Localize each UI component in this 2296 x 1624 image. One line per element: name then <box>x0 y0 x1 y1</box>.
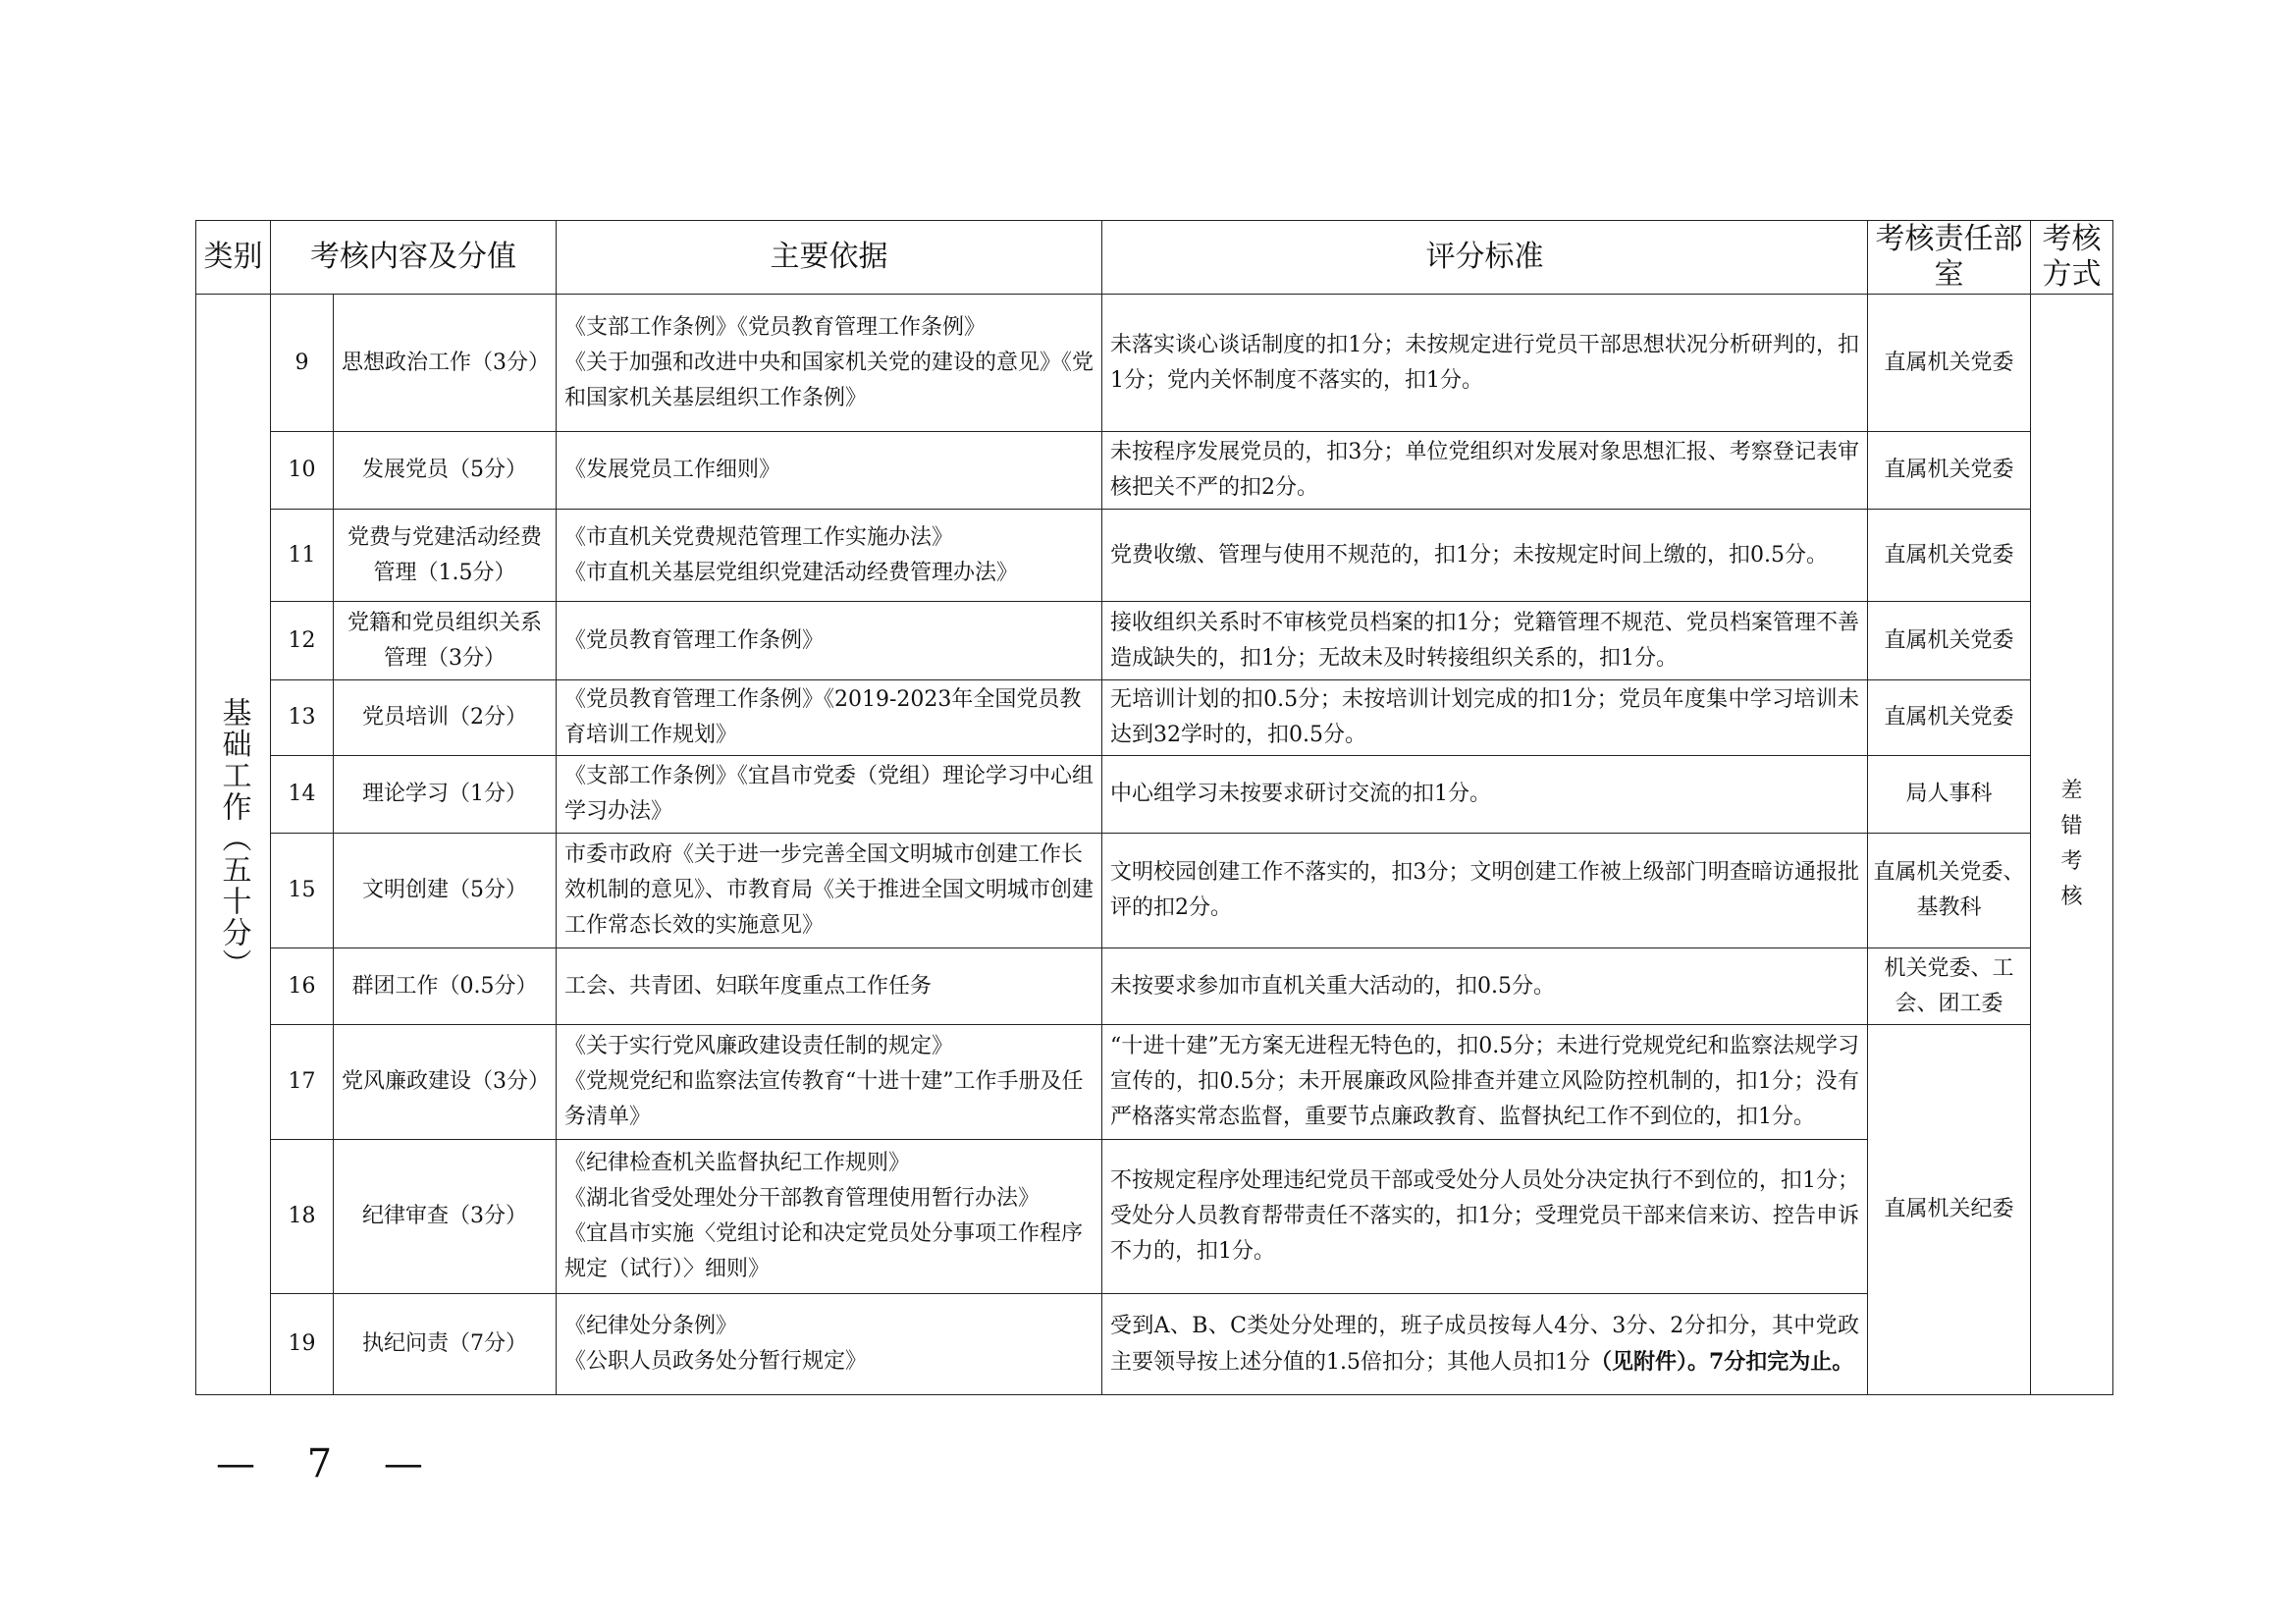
row-number: 13 <box>271 680 334 756</box>
basis-cell <box>557 295 1102 432</box>
basis-line: 工会、共青团、妇联年度重点工作任务 <box>564 973 933 999</box>
item-name: 党籍和党员组织关系管理（3分） <box>334 602 557 680</box>
basis-line: 《党员教育管理工作条例》《2019-2023年全国党员教育培训工作规划》 <box>564 687 1082 747</box>
method-cell: 差错考核 <box>2031 295 2113 1395</box>
basis-line: 《市直机关基层党组织党建活动经费管理办法》 <box>564 560 1019 585</box>
table-row <box>196 602 2113 680</box>
table-row <box>196 1140 2113 1294</box>
row-number: 9 <box>271 295 334 432</box>
standard-cell: 未按程序发展党员的，扣3分；单位党组织对发展对象思想汇报、考察登记表审核把关不严的扣2分。 <box>1102 432 1868 510</box>
header-standard: 评分标准 <box>1102 221 1868 295</box>
item-name: 党费与党建活动经费管理（1.5分） <box>334 510 557 602</box>
basis-cell <box>557 680 1102 756</box>
standard-cell: “十进十建”无方案无进程无特色的，扣0.5分；未进行党规党纪和监察法规学习宣传的，扣0.5分；未开展廉政风险排查并建立风险防控机制的，扣1分；没有严格落实常态监督，重要节点廉政教育、监督执纪工作不到位的，扣1分。 <box>1102 1025 1868 1140</box>
basis-line: 《纪律检查机关监督执纪工作规则》 <box>564 1151 911 1175</box>
table-row <box>196 1294 2113 1395</box>
basis-cell <box>557 948 1102 1025</box>
standard-cell <box>1102 1294 1868 1395</box>
table-row <box>196 1025 2113 1140</box>
item-name: 党风廉政建设（3分） <box>334 1025 557 1140</box>
standard-bold-text: （见附件）。7分扣完为止。 <box>1590 1348 1854 1375</box>
category-cell <box>196 295 271 1395</box>
basis-cell <box>557 756 1102 834</box>
row-number: 15 <box>271 834 334 948</box>
assessment-table <box>195 220 2113 1395</box>
standard-cell: 未落实谈心谈话制度的扣1分；未按规定进行党员干部思想状况分析研判的，扣1分；党内关怀制度不落实的，扣1分。 <box>1102 295 1868 432</box>
standard-cell: 文明校园创建工作不落实的，扣3分；文明创建工作被上级部门明查暗访通报批评的扣2分。 <box>1102 834 1868 948</box>
dept-cell: 直属机关党委 <box>1868 432 2031 510</box>
item-name: 思想政治工作（3分） <box>334 295 557 432</box>
table-row <box>196 834 2113 948</box>
item-name: 发展党员（5分） <box>334 432 557 510</box>
basis-line: 《支部工作条例》《宜昌市党委（党组）理论学习中心组学习办法》 <box>564 764 1095 824</box>
basis-line: 《纪律处分条例》 <box>564 1314 738 1338</box>
row-number: 14 <box>271 756 334 834</box>
basis-line: 《支部工作条例》《党员教育管理工作条例》 <box>564 314 987 340</box>
dept-cell: 直属机关党委、基教科 <box>1868 834 2031 948</box>
row-number: 10 <box>271 432 334 510</box>
row-number: 18 <box>271 1140 334 1294</box>
item-name: 党员培训（2分） <box>334 680 557 756</box>
basis-line: 市委市政府《关于进一步完善全国文明城市创建工作长效机制的意见》、市教育局《关于推进全国文明城市创建工作常态长效的实施意见》 <box>564 842 1095 938</box>
header-category: 类别 <box>196 221 271 295</box>
basis-cell <box>557 1140 1102 1294</box>
standard-cell: 党费收缴、管理与使用不规范的，扣1分；未按规定时间上缴的，扣0.5分。 <box>1102 510 1868 602</box>
header-dept: 考核责任部室 <box>1868 221 2031 295</box>
row-number: 12 <box>271 602 334 680</box>
table-row <box>196 948 2113 1025</box>
dept-cell: 直属机关党委 <box>1868 680 2031 756</box>
dept-cell: 直属机关党委 <box>1868 295 2031 432</box>
header-basis: 主要依据 <box>557 221 1102 295</box>
basis-line: 《发展党员工作细则》 <box>564 458 781 482</box>
item-name: 群团工作（0.5分） <box>334 948 557 1025</box>
basis-line: 《公职人员政务处分暂行规定》 <box>564 1349 868 1374</box>
item-name: 纪律审查（3分） <box>334 1140 557 1294</box>
row-number: 11 <box>271 510 334 602</box>
item-name: 执纪问责（7分） <box>334 1294 557 1395</box>
dept-cell: 直属机关党委 <box>1868 510 2031 602</box>
header-content: 考核内容及分值 <box>271 221 557 295</box>
header-row <box>196 221 2113 295</box>
standard-cell: 不按规定程序处理违纪党员干部或受处分人员处分决定执行不到位的，扣1分；受处分人员教育帮带责任不落实的，扣1分；受理党员干部来信来访、控告申诉不力的，扣1分。 <box>1102 1140 1868 1294</box>
basis-line: 《湖北省受处理处分干部教育管理使用暂行办法》 <box>564 1186 1041 1211</box>
basis-cell <box>557 1025 1102 1140</box>
row-number: 17 <box>271 1025 334 1140</box>
basis-line: 《关于实行党风廉政建设责任制的规定》 <box>564 1034 954 1058</box>
table-row <box>196 680 2113 756</box>
dept-cell: 机关党委、工会、团工委 <box>1868 948 2031 1025</box>
item-name: 文明创建（5分） <box>334 834 557 948</box>
header-method: 考核方式 <box>2031 221 2113 295</box>
standard-cell: 接收组织关系时不审核党员档案的扣1分；党籍管理不规范、党员档案管理不善造成缺失的，扣1分；无故未及时转接组织关系的，扣1分。 <box>1102 602 1868 680</box>
basis-cell <box>557 1294 1102 1395</box>
table-row <box>196 432 2113 510</box>
standard-cell: 中心组学习未按要求研讨交流的扣1分。 <box>1102 756 1868 834</box>
basis-cell <box>557 432 1102 510</box>
dept-cell: 直属机关纪委 <box>1868 1025 2031 1395</box>
basis-cell <box>557 602 1102 680</box>
standard-text: 受到A、B、C类处分处理的，班子成员按每人4分、3分、2分扣分，其中党政主要领导按上述分值的1.5倍扣分；其他人员扣1分 <box>1110 1313 1859 1375</box>
table-row <box>196 295 2113 432</box>
basis-cell <box>557 834 1102 948</box>
table-row <box>196 756 2113 834</box>
basis-line: 《党员教育管理工作条例》 <box>564 627 825 653</box>
basis-line: 《党规党纪和监察法宣传教育“十进十建”工作手册及任务清单》 <box>564 1069 1084 1129</box>
dept-cell: 直属机关党委 <box>1868 602 2031 680</box>
row-number: 16 <box>271 948 334 1025</box>
basis-line: 《关于加强和改进中央和国家机关党的建设的意见》《党和国家机关基层组织工作条例》 <box>564 350 1095 410</box>
basis-line: 《宜昌市实施〈党组讨论和决定党员处分事项工作程序规定（试行）〉细则》 <box>564 1221 1084 1281</box>
standard-cell: 未按要求参加市直机关重大活动的，扣0.5分。 <box>1102 948 1868 1025</box>
table-row <box>196 510 2113 602</box>
standard-cell: 无培训计划的扣0.5分；未按培训计划完成的扣1分；党员年度集中学习培训未达到32学时的，扣0.5分。 <box>1102 680 1868 756</box>
basis-cell <box>557 510 1102 602</box>
item-name: 理论学习（1分） <box>334 756 557 834</box>
basis-line: 《市直机关党费规范管理工作实施办法》 <box>564 524 954 550</box>
row-number: 19 <box>271 1294 334 1395</box>
category-label: 基础工作（五十分） <box>216 697 251 980</box>
page-number: — 7 — <box>216 1441 443 1487</box>
dept-cell: 局人事科 <box>1868 756 2031 834</box>
